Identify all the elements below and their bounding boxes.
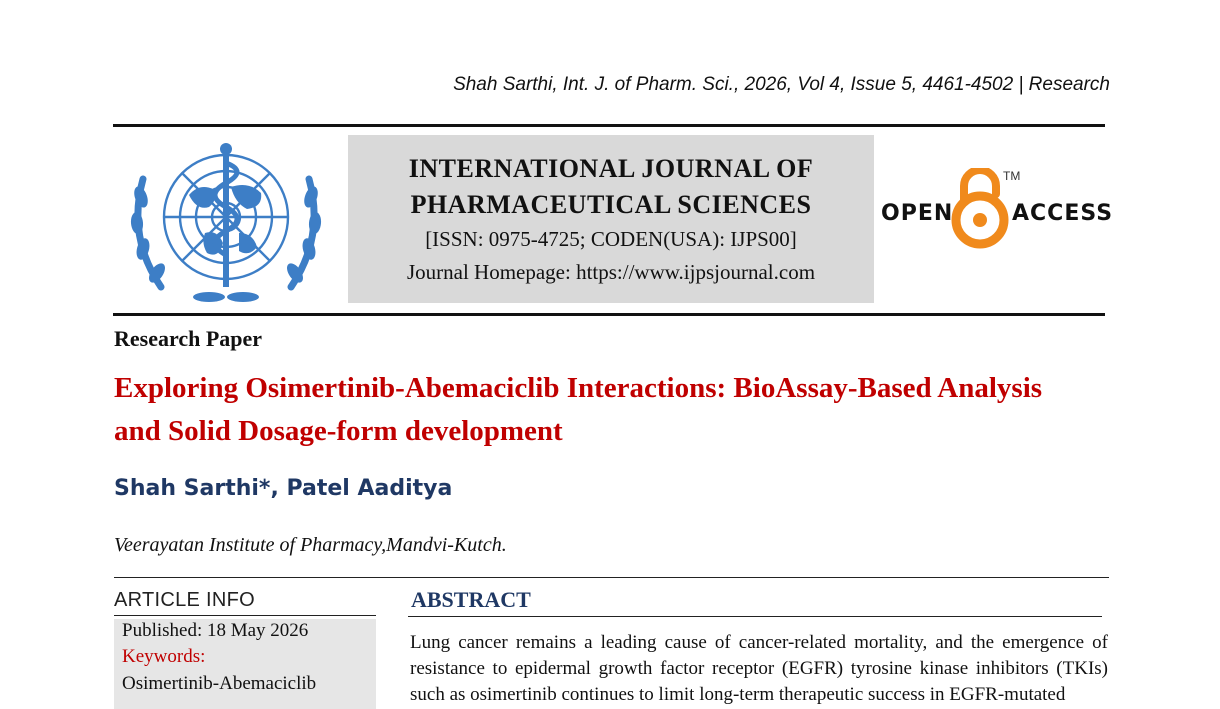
paper-title: Exploring Osimertinib-Abemaciclib Interactions: BioAssay-Based Analysis and Solid Dosage-form development (114, 372, 1043, 447)
author-affiliation: Veerayatan Institute of Pharmacy,Mandvi-Kutch. (114, 534, 507, 556)
journal-title-line1: INTERNATIONAL JOURNAL OF (408, 154, 814, 183)
paper-type: Research Paper (114, 326, 263, 351)
journal-masthead (348, 135, 874, 303)
abstract-rule (408, 616, 1102, 617)
published-date: Published: 18 May 2026 (122, 620, 309, 641)
article-info-heading: ARTICLE INFO (114, 589, 256, 611)
author-list: Shah Sarthi*, Patel Aaditya (114, 476, 453, 501)
article-info-rule (114, 615, 376, 616)
open-access-access-text: ACCESS (1012, 201, 1114, 226)
running-header: Shah Sarthi, Int. J. of Pharm. Sci., 2026, Vol 4, Issue 5, 4461-4502 | Research (453, 74, 1110, 95)
journal-issn: [ISSN: 0975-4725; CODEN(USA): IJPS00] (425, 227, 797, 251)
abstract-heading: ABSTRACT (411, 587, 531, 612)
journal-title-line2: PHARMACEUTICAL SCIENCES (410, 190, 812, 219)
header-bottom-rule (113, 313, 1105, 316)
keyword-item: Osimertinib-Abemaciclib (122, 673, 317, 694)
header-top-rule (113, 124, 1105, 127)
journal-emblem-icon (127, 137, 325, 305)
open-access-open-text: OPEN (881, 201, 954, 226)
keywords-label: Keywords: (122, 646, 206, 667)
open-access-trademark: TM (1003, 169, 1021, 183)
journal-homepage: Journal Homepage: https://www.ijpsjournal.com (406, 260, 816, 284)
section-divider (114, 577, 1109, 578)
abstract-text: Lung cancer remains a leading cause of cancer-related mortality, and the emergence of resistance to epidermal growth factor receptor (EGFR) tyrosine kinase inhibitors (TKIs) such as osimertinib continues to limit long-term therapeutic success in EGFR-mutated (410, 632, 1108, 705)
